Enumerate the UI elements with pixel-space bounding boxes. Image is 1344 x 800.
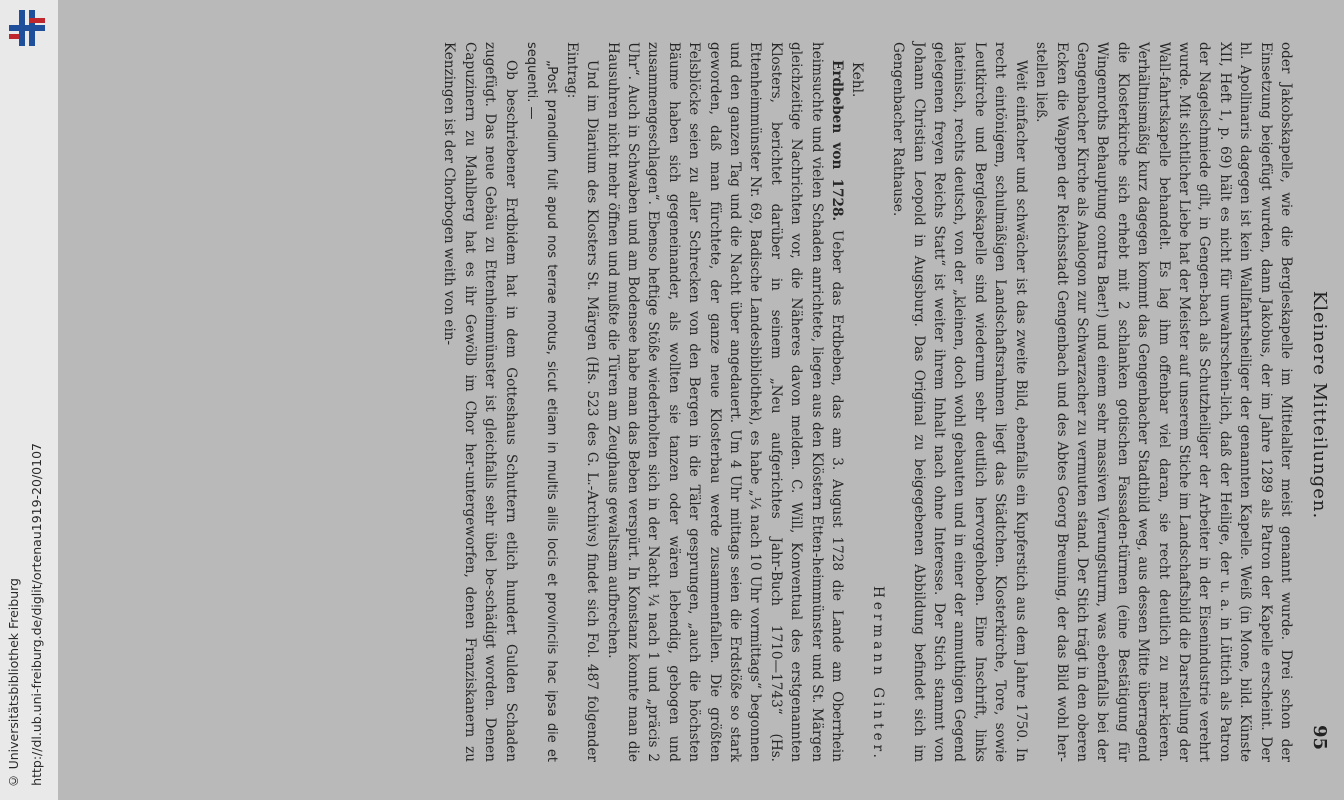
section-heading: Erdbeben von 1728. — [829, 60, 846, 222]
paragraph-3: Ueber das Erdbeben, das am 3. August 1728 die Lande am Oberrhein heimsuchte und vielen Schaden anrichtete, liegen aus den Klöstern Etten-heimmünster und St. Märgen gleichzeitige Nachrichten vor, die Näheres davon melden. C. Will, Konventual des erstgenannten Klosters, berichtet darüber in seinem „Neu aufgerichtes Jahr-Buch 1710—1743“ (Hs. Ettenheimmünster Nr. 69, Badische Landesbibliothek), es habe „¼ nach 10 Uhr vormittags“ begonnen und den ganzen Tag und die Nacht über angedauert. Um 4 Uhr mittags seien die Erdstöße so stark geworden, daß man fürchtete, der ganze neue Klosterbau werde zusammenfallen. Die größten Felsblöcke seien zu aller Schrecken von den Bergen in die Täler gesprungen, „auch die höchsten Bäume haben sich gegeneinander, als wollten sie tanzen oder wären lebendig, gebogen und zusammengeschlagen“. Ebenso heftige Stöße wiederholten sich in der Nacht ¼ nach 1 und „präcis 2 Uhr“. Auch in Schwaben und am Bodensee habe man das Beben verspürt. In Konstanz konnte man die Hausuhren nicht mehr öffnen und mußte die Türen am Zeughaus gewaltsam aufbrechen. — [604, 42, 846, 762]
viewer-sidebar — [0, 0, 59, 800]
paragraph-2: Weit einfacher und schwächer ist das zweite Bild, ebenfalls ein Kupferstich aus dem Jahre 1750. In recht eintönigem, schulmäßigen Landschaftsrahmen liegt das Städtchen. Klosterkirche, Tore, sowie Leutkirche und Bergleskapelle sind wiederum sehr deutlich hervorgehoben. Eine Inschrift, links lateinisch, rechts deutsch, von der „kleinen, doch wohl gebauten und in einer der anmuthigen Gegend gelegenen freyen Reichs Statt“ ist weiter ihrem Inhalt nach ohne Interesse. Der Stich stammt von Johann Christian Leopold in Augsburg. Das Original zu beigegebenen Abbildung befindet sich im Gengenbacher Rathause. — [890, 42, 1029, 762]
paragraph-1: oder Jakobskapelle, wie die Bergleskapelle im Mittelalter meist genannt wurde. Drei schon der Einsetzung beigefügt wurden, dann Jakobus, der im Jahre 1289 als Patron der Kapelle erscheint. Der hl. Apollinaris dagegen ist kein Wallfahrtsheiliger der genannten Kapelle. Weiß (in Mone, bild. Künste XII, Heft 1, p. 69) hält es nicht für unwahrschein-lich, daß der Heilige, der u. a. in Lüttich als Patron der Nagelschmiede gilt, in Gengen-bach als Schutzheiliger der Arbeiter in der Eisenindustrie verehrt wurde. Mit sichtlicher Liebe hat der Meister auf unserem Stiche im Landschaftsbild die Darstellung der Wall-fahrtskapelle behandelt. Es lag ihm offenbar viel daran, sie recht deutlich zu mar-kieren. Verhältnismäßig kurz dagegen kommt das Gengenbacher Stadtbild weg, aus dessen Mitte überragend die Klosterkirche sich erhebt mit 2 schlanken gotischen Fassaden-türmen (eine Bestätigung für Wingenroths Behauptung contra Baer!) und einem sehr massiven Vierungsturm, was ebenfalls bei der Gengenbacher Kirche als Analogon zur Schwarzacher zu vermuten stand. Der Stich trägt in den oberen Ecken die Wappen der Reichsstadt Gengenbach und des Abtes Georg Breuning, der das Bild wohl her-stellen ließ. — [1033, 42, 1294, 762]
page-header — [1304, 60, 1330, 750]
paragraph-6: Ob beschriebener Erdbidem hat in dem Gotteshaus Schuttern etlich hundert Gulden Schaden zugefügt. Das neue Gebäu zu Ettenheimmünster ist gleichfalls sehr übel be-schädigt worden. Denen Capuzinern zu Mahlberg hat es ihr Gewölb im Chor her-untergeworfen, denen Franziskanern zu Kenzingen ist der Chorbogen weith von ein- — [441, 42, 519, 762]
library-logo — [7, 8, 47, 48]
source-url[interactable]: http://dl.ub.uni-freiburg.de/diglit/ortenau1919-20/0107 — [29, 443, 44, 786]
running-title: Kleinere Mitteilungen. — [1309, 290, 1330, 520]
author-place: Kehl. — [849, 62, 866, 98]
page-content — [58, 0, 1344, 800]
page-number: 95 — [1309, 724, 1330, 750]
scanned-page — [58, 0, 1344, 800]
paragraph-4: Und im Diarium des Klosters St. Märgen (Hs. 523 des G. L.-Archivs) findet sich Fol. 487 folgender Eintrag: — [563, 42, 601, 762]
article-text — [439, 42, 1296, 762]
latin-quote: „Post prandium fuit apud nos terrae motus, sicut etiam in multis aliis locis et provinciis hac ipsa die et sequenti. — — [523, 42, 560, 762]
copyright-notice: © Universitätsbibliothek Freiburg — [6, 577, 21, 788]
author-signature: Hermann Ginter. — [869, 585, 886, 762]
